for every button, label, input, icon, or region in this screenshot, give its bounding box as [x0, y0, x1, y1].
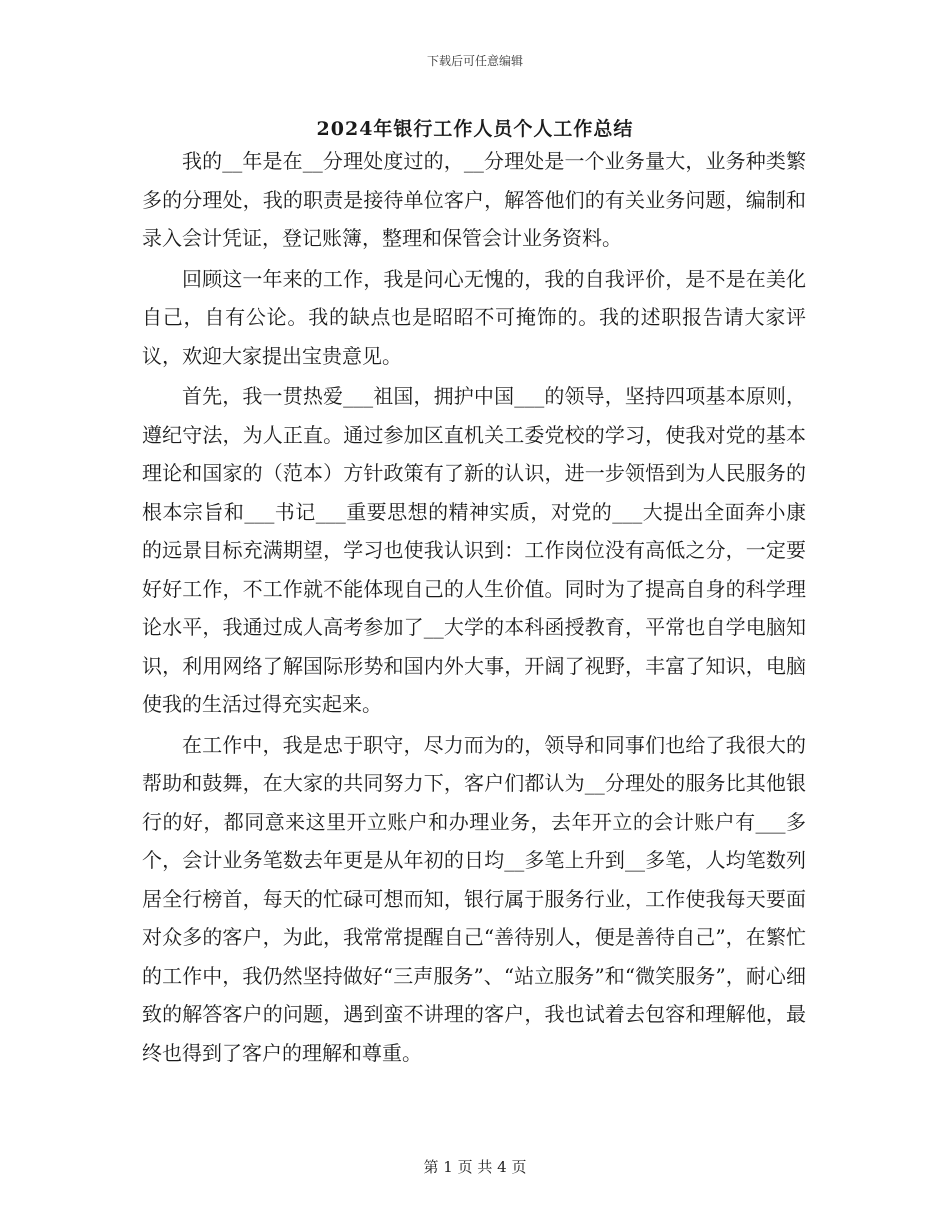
paragraph: 回顾这一年来的工作，我是问心无愧的，我的自我评价，是不是在美化自己，自有公论。我的缺点也是昭昭不可掩饰的。我的述职报告请大家评议，欢迎大家提出宝贵意见。 [142, 266, 806, 368]
paragraph: 在工作中，我是忠于职守，尽力而为的，领导和同事们也给了我很大的帮助和鼓舞，在大家的共同努力下，客户们都认为__分理处的服务比其他银行的好，都同意来这里开立账户和办理业务，去年开立的会计账户有___多个，会计业务笔数去年更是从年初的日均__多笔上升到__多笔，人均笔数列居全行榜首，每天的忙碌可想而知，银行属于服务行业，工作使我每天要面对众多的客户，为此，我常常提醒自己“善待别人，便是善待自己”，在繁忙的工作中，我仍然坚持做好“三声服务”、“站立服务”和“微笑服务”，耐心细致的解答客户的问题，遇到蛮不讲理的客户，我也试着去包容和理解他，最终也得到了客户的理解和尊重。 [142, 732, 806, 1065]
paragraph: 我的__年是在__分理处度过的，__分理处是一个业务量大，业务种类繁多的分理处，我的职责是接待单位客户，解答他们的有关业务问题，编制和录入会计凭证，登记账簿，整理和保管会计业务资料。 [142, 149, 806, 250]
header-note: 下载后可任意编辑 [426, 54, 523, 68]
page-number: 第 1 页 共 4 页 [423, 1158, 527, 1176]
document-body [142, 142, 806, 1074]
document-title: 2024年银行工作人员个人工作总结 [316, 118, 634, 140]
paragraph: 首先，我一贯热爱___祖国，拥护中国___的领导，坚持四项基本原则，遵纪守法，为人正直。通过参加区直机关工委党校的学习，使我对党的基本理论和国家的（范本）方针政策有了新的认识，进一步领悟到为人民服务的根本宗旨和___书记___重要思想的精神实质，对党的___大提出全面奔小康的远景目标充满期望，学习也使我认识到：工作岗位没有高低之分，一定要好好工作，不工作就不能体现自己的人生价值。同时为了提高自身的科学理论水平，我通过成人高考参加了__大学的本科函授教育，平常也自学电脑知识，利用网络了解国际形势和国内外大事，开阔了视野，丰富了知识，电脑使我的生活过得充实起来。 [142, 384, 806, 716]
